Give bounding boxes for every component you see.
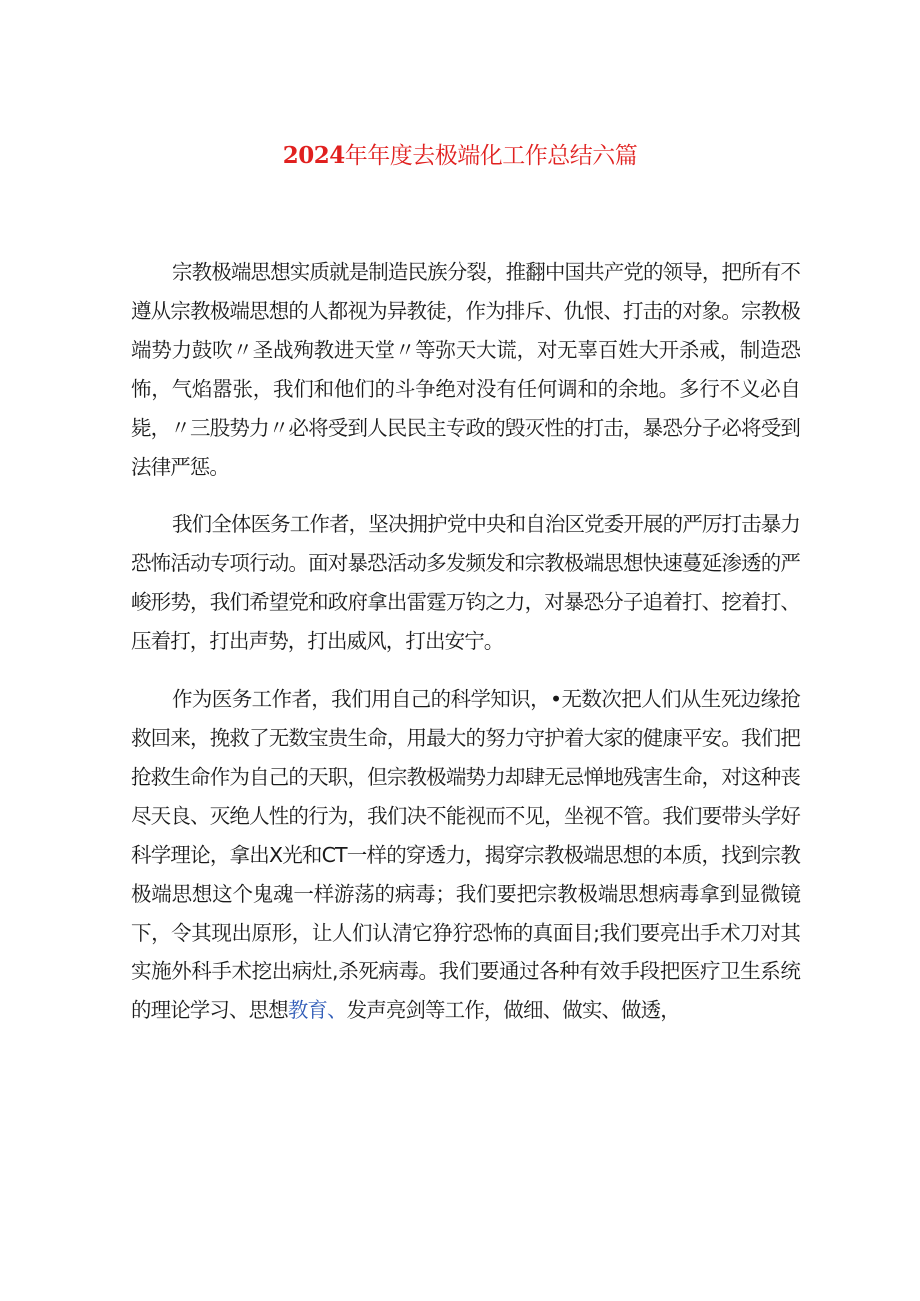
paragraph-3-text: 作为医务工作者，我们用自己的科学知识，•无数次把人们从生死边缘抢救回来，挽救了无数宝贵生命，用最大的努力守护着大家的健康平安。我们把抢救生命作为自己的天职，但宗教极端势力却肆无忌惮地残害生命，对这种丧尽天良、灭绝人性的行为，我们决不能视而不见，坐视不管。我们要带头学好科学理论，拿出X光和CT一样的穿透力，揭穿宗教极端思想的本质，找到宗教极端思想这个鬼魂一样游荡的病毒；我们要把宗教极端思想病毒拿到显微镜下，令其现出原形，让人们认清它狰狞恐怖的真面目;我们要亮出手术刀对其实施外科手术挖出病灶,杀死病毒。我们要通过各种有效手段把医疗卫生系统的理论学习、思想 xyxy=(131,687,800,1023)
title-year: 2024 xyxy=(282,142,345,169)
education-link[interactable]: 教育、 xyxy=(287,998,347,1023)
paragraph-3 xyxy=(131,680,800,1030)
paragraph-2: 我们全体医务工作者，坚决拥护党中央和自治区党委开展的严厉打击暴力恐怖活动专项行动。面对暴恐活动多发频发和宗教极端思想快速蔓延渗透的严峻形势，我们希望党和政府拿出雷霆万钧之力，对暴恐分子追着打、挖着打、压着打，打出声势，打出威风，打出安宁。 xyxy=(131,512,800,654)
document-title xyxy=(0,140,920,172)
paragraph-1: 宗教极端思想实质就是制造民族分裂，推翻中国共产党的领导，把所有不遵从宗教极端思想的人都视为异教徒，作为排斥、仇恨、打击的对象。宗教极端势力鼓吹〃圣战殉教进天堂〃等弥天大谎，对无辜百姓大开杀戒，制造恐怖，气焰嚣张，我们和他们的斗争绝对没有任何调和的余地。多行不义必自毙，〃三股势力〃必将受到人民民主专政的毁灭性的打击，暴恐分子必将受到法律严惩。 xyxy=(131,260,800,479)
document-body xyxy=(131,253,800,1049)
paragraph-3-tail: 发声亮剑等工作，做细、做实、做透， xyxy=(346,998,680,1023)
title-text: 年年度去极端化工作总结六篇 xyxy=(344,143,638,169)
